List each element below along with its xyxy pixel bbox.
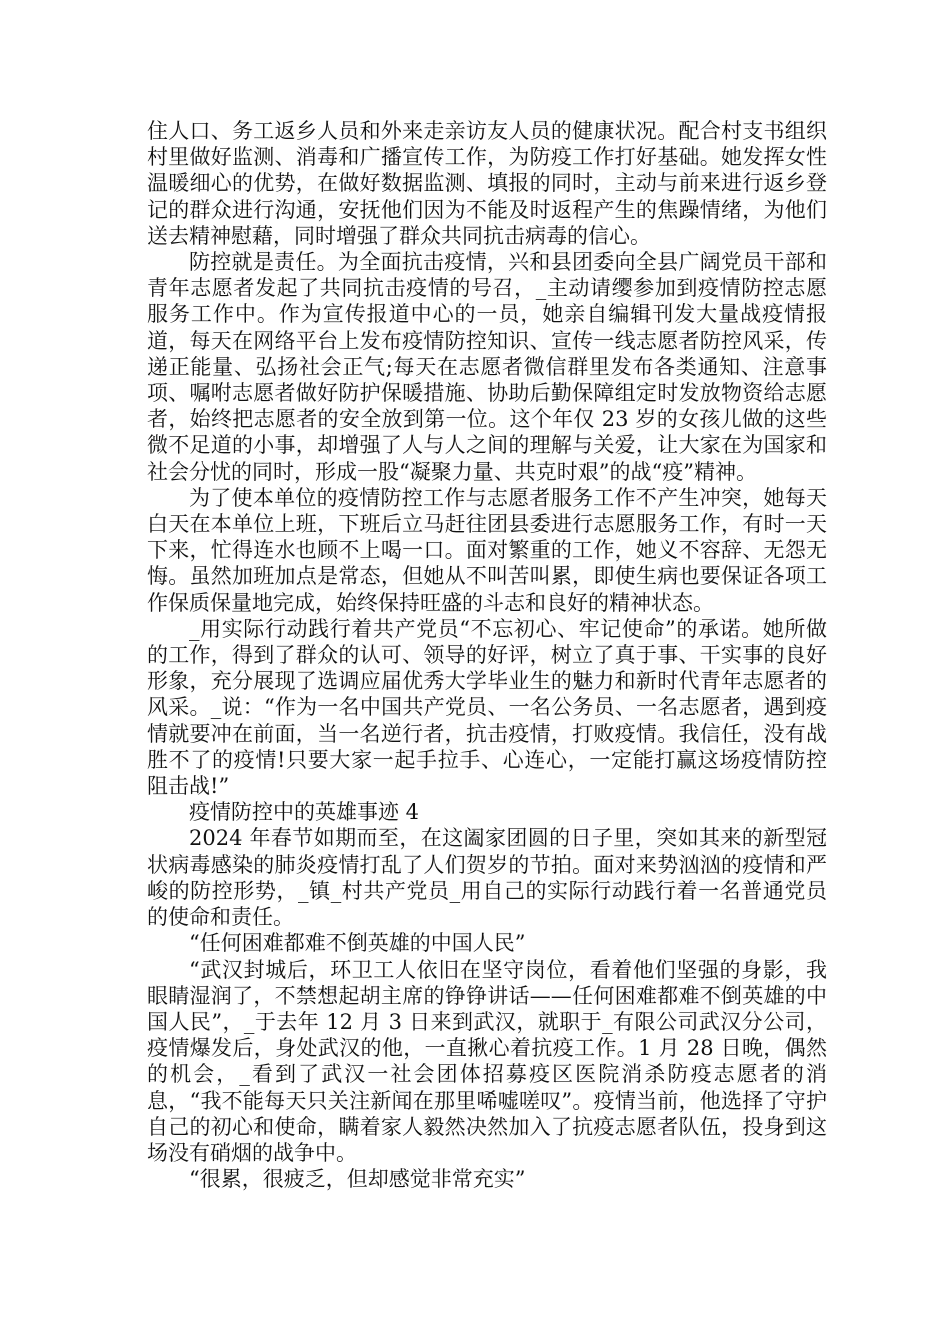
subheading-quote: “很累，很疲乏，但却感觉非常充实” [189, 1167, 526, 1192]
document-body [147, 118, 827, 1192]
paragraph: 防控就是责任。为全面抗击疫情，兴和县团委向全县广阔党员干部和青年志愿者发起了共同抗击疫情的号召，_主动请缨参加到疫情防控志愿服务工作中。作为宣传报道中心的一员，她亲自编辑刊发大量战疫情报道，每天在网络平台上发布疫情防控知识、宣传一线志愿者防控风采，传递正能量、弘扬社会正气;每天在志愿者微信群里发布各类通知、注意事项、嘱咐志愿者做好防护保暖措施、协助后勤保障组定时发放物资给志愿者，始终把志愿者的安全放到第一位。这个年仅 23 岁的女孩儿做的这些微不足道的小事，却增强了人与人之间的理解与关爱，让大家在为国家和社会分忧的同时，形成一股“凝聚力量、共克时艰”的战“疫”精神。 [147, 250, 827, 484]
paragraph: 2024 年春节如期而至，在这阖家团圆的日子里，突如其来的新型冠状病毒感染的肺炎疫情打乱了人们贺岁的节拍。面对来势汹汹的疫情和严峻的防控形势，_镇_村共产党员_用自己的实际行动践行着一名普通党员的使命和责任。 [147, 826, 827, 930]
paragraph: “武汉封城后，环卫工人依旧在坚守岗位，看着他们坚强的身影，我眼睛湿润了，不禁想起胡主席的铮铮讲话——任何困难都难不倒英雄的中国人民”，_于去年 12 月 3 日来到武汉，就职于_有限公司武汉分公司，疫情爆发后，身处武汉的他，一直揪心着抗疫工作。1 月 28 日晚，偶然的机会，_看到了武汉一社会团体招募疫区医院消杀防疫志愿者的消息，“我不能每天只关注新闻在那里唏嘘嗟叹”。疫情当前，他选择了守护自己的初心和使命，瞒着家人毅然决然加入了抗疫志愿者队伍，投身到这场没有硝烟的战争中。 [147, 957, 827, 1165]
subheading-quote: “任何困难都难不倒英雄的中国人民” [189, 931, 526, 956]
paragraph: _用实际行动践行着共产党员“不忘初心、牢记使命”的承诺。她所做的工作，得到了群众的认可、领导的好评，树立了真于事、干实事的良好形象，充分展现了选调应届优秀大学毕业生的魅力和新时代青年志愿者的风采。_说：“作为一名中国共产党员、一名公务员、一名志愿者，遇到疫情就要冲在前面，当一名逆行者，抗击疫情，打败疫情。我信任，没有战胜不了的疫情!只要大家一起手拉手、心连心，一定能打赢这场疫情防控阻击战!” [147, 616, 827, 799]
section-heading: 疫情防控中的英雄事迹 4 [189, 800, 420, 825]
paragraph: 为了使本单位的疫情防控工作与志愿者服务工作不产生冲突，她每天白天在本单位上班，下班后立马赶往团县委进行志愿服务工作，有时一天下来，忙得连水也顾不上喝一口。面对繁重的工作，她义不容辞、无怨无悔。虽然加班加点是常态，但她从不叫苦叫累，即使生病也要保证各项工作保质保量地完成，始终保持旺盛的斗志和良好的精神状态。 [147, 485, 827, 615]
paragraph: 住人口、务工返乡人员和外来走亲访友人员的健康状况。配合村支书组织村里做好监测、消毒和广播宣传工作，为防疫工作打好基础。她发挥女性温暖细心的优势，在做好数据监测、填报的同时，主动与前来进行返乡登记的群众进行沟通，安抚他们因为不能及时返程产生的焦躁情绪，为他们送去精神慰藉，同时增强了群众共同抗击病毒的信心。 [147, 119, 827, 248]
